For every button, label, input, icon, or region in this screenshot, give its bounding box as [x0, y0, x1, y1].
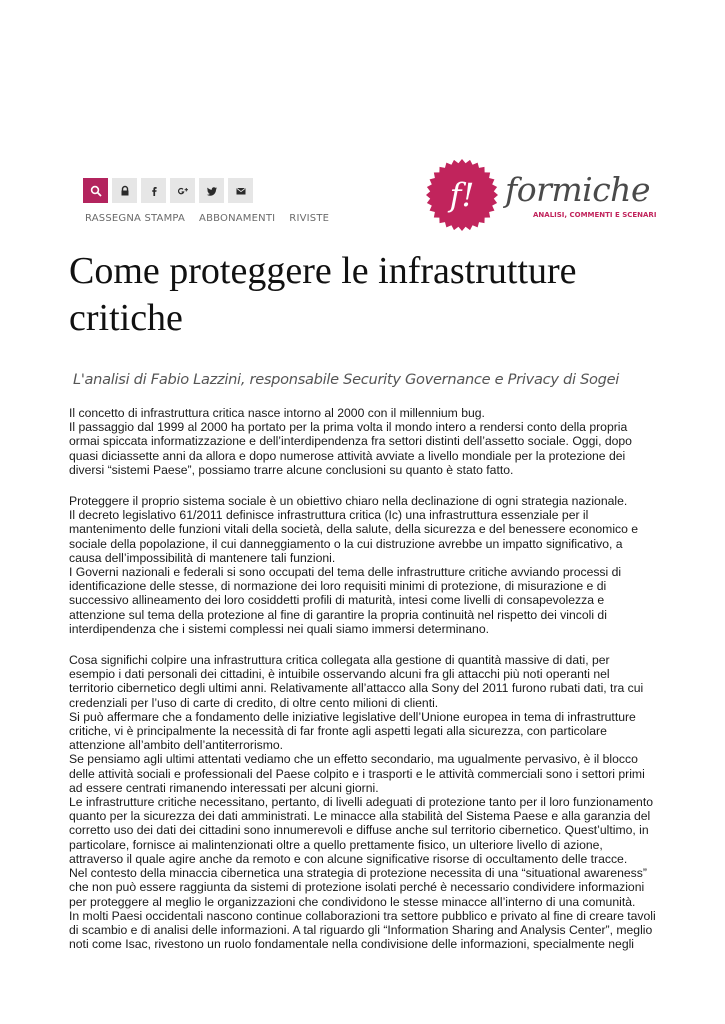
title-line: Come proteggere le infrastrutture [69, 250, 577, 292]
logo-mark: f! [449, 176, 475, 214]
text-line: per proteggere al meglio le organizzazioni che condividono le stesse minacce all’interno di una comunità. [69, 894, 636, 909]
text-line: attenzione all’ambito dell’antiterrorismo. [69, 738, 284, 753]
text-line: successivo allineamento dei loro cosiddetti profili di maturità, intesi come livelli di consapevolezza e [69, 593, 605, 608]
text-line: attenzione sul tema della protezione al fine di garantire la propria continuità nel rispetto dei vincoli di [69, 607, 607, 622]
google-plus-icon [177, 185, 189, 197]
facebook-button[interactable] [141, 178, 166, 203]
text-line: esempio i dati personali dei cittadini, è intuibile osservando alcuni fra gli attacchi più noti operanti nel [69, 667, 610, 682]
article-paragraph [69, 494, 669, 636]
text-line: quasi diciassette anni da allora e dopo numerose attività avviate a livello mondiale per la protezione dei [69, 448, 626, 463]
text-line: mantenimento delle funzioni vitali della società, della salute, della sicurezza e del benessere economico e [69, 522, 639, 537]
article-paragraph [69, 653, 669, 951]
text-line: particolare, fornisce ai malintenzionati oltre a quello prettamente fisico, un ulteriore livello di azione, [69, 837, 603, 852]
text-line: Il passaggio dal 1999 al 2000 ha portato per la prima volta il mondo intero a rendersi conto della propria [69, 420, 628, 435]
text-line: Nel contesto della minaccia cibernetica una strategia di protezione necessita di una “situational awareness” [69, 866, 647, 881]
logo-seal-icon [425, 158, 499, 232]
title-line: critiche [69, 297, 183, 339]
text-line: Le infrastrutture critiche necessitano, pertanto, di livelli adeguati di protezione tanto per il loro funzionamento [69, 795, 653, 810]
text-line: quanto per la sicurezza dei dati amministrati. Le minacce alla stabilità del Sistema Paese e alla garanzia del [69, 809, 651, 824]
text-line: corretto uso dei dati dei cittadini sono innumerevoli e diffuse anche sul territorio cibernetico. Quest’ultimo, in [69, 823, 649, 838]
google-plus-button[interactable] [170, 178, 195, 203]
text-line: Se pensiamo agli ultimi attentati vediamo che un effetto secondario, ma ugualmente pervasivo, è il blocco [69, 752, 638, 767]
article-body [69, 406, 669, 968]
text-line: Il concetto di infrastruttura critica nasce intorno al 2000 con il millennium bug. [69, 406, 485, 420]
logo-tagline: ANALISI, COMMENTI E SCENARI [533, 211, 657, 219]
nav-riviste[interactable]: RIVISTE [289, 213, 330, 224]
text-line: In molti Paesi occidentali nascono continue collaborazioni tra settore pubblico e privato al fine di creare tavoli [69, 908, 656, 923]
text-line: attraverso il quale agire anche da remoto e con alcune significative risorse di occultamento delle tracce. [69, 851, 628, 866]
text-line: Il decreto legislativo 61/2011 definisce infrastruttura critica (Ic) una infrastruttura essenziale per il [69, 508, 589, 523]
text-line: delle attività sociali e professionali del Paese colpito e i trasporti e le attività commerciali sono i settori primi [69, 766, 645, 781]
text-line: identificazione delle stesse, di normazione dei loro requisiti minimi di protezione, di misurazione e di [69, 579, 607, 594]
toolbar [83, 178, 253, 203]
text-line: critiche, vi è principalmente la necessità di far fronte agli aspetti legati alla sicurezza, con particolare [69, 724, 607, 739]
text-line: ad essere centrati rimanendo interessati per alcuni giorni. [69, 780, 379, 795]
lock-button[interactable] [112, 178, 137, 203]
nav-abbonamenti[interactable]: ABBONAMENTI [199, 213, 276, 224]
formiche-logo[interactable] [425, 158, 655, 234]
text-line: Proteggere il proprio sistema sociale è un obiettivo chiaro nella declinazione di ogni strategia nazionale. [69, 494, 628, 509]
text-line: I Governi nazionali e federali si sono occupati del tema delle infrastrutture critiche avviando processi di [69, 565, 622, 580]
text-line: noti come Isac, rivestono un ruolo fondamentale nella condivisione delle informazioni, specialmente negli [69, 937, 635, 952]
text-line: Si può affermare che a fondamento delle iniziative legislative dell’Unione europea in tema di infrastrutture [69, 709, 636, 724]
article-paragraph [69, 406, 669, 477]
text-line: che non può essere raggiunta da sistemi di protezione isolati perché è necessario condividere informazioni [69, 880, 645, 895]
text-line: Cosa significhi colpire una infrastruttura critica collegata alla gestione di quantità massive di dati, per [69, 653, 610, 668]
lock-icon [119, 185, 131, 197]
text-line: di scambio e di analisi delle informazioni. A tal riguardo gli “Information Sharing and Analysis Center”, meglio [69, 922, 653, 937]
twitter-icon [206, 185, 218, 197]
text-line: territorio cibernetico degli ultimi anni. Relativamente all’attacco alla Sony del 2011 furono rubati dati, tra cui [69, 681, 644, 696]
article-title [69, 248, 669, 342]
search-icon [90, 185, 102, 197]
mail-button[interactable] [228, 178, 253, 203]
logo-wordmark: formiche [505, 170, 650, 209]
text-line: interdipendenza che i sistemi complessi nei quali siamo immersi determinano. [69, 621, 489, 636]
facebook-icon [148, 185, 160, 197]
text-line: causa dell’impossibilità di mantenere tali funzioni. [69, 550, 336, 565]
text-line: credenziali per l’uso di carte di credito, di oltre cento milioni di clienti. [69, 695, 439, 710]
search-button[interactable] [83, 178, 108, 203]
text-line: diversi “sistemi Paese”, possiamo trarre alcune conclusioni su quanto è stato fatto. [69, 462, 514, 477]
article-subtitle: L'analisi di Fabio Lazzini, responsabile Security Governance e Privacy di Sogei [73, 371, 620, 388]
mail-icon [235, 185, 247, 197]
top-nav [85, 213, 329, 224]
nav-rassegna-stampa[interactable]: RASSEGNA STAMPA [85, 213, 186, 224]
text-line: sociale della popolazione, il cui danneggiamento o la cui distruzione avrebbe un impatto significativo, a [69, 536, 623, 551]
twitter-button[interactable] [199, 178, 224, 203]
text-line: ormai spiccata informatizzazione e dell’interdipendenza fra settori distinti dell’assetto sociale. Oggi, dopo [69, 434, 632, 449]
